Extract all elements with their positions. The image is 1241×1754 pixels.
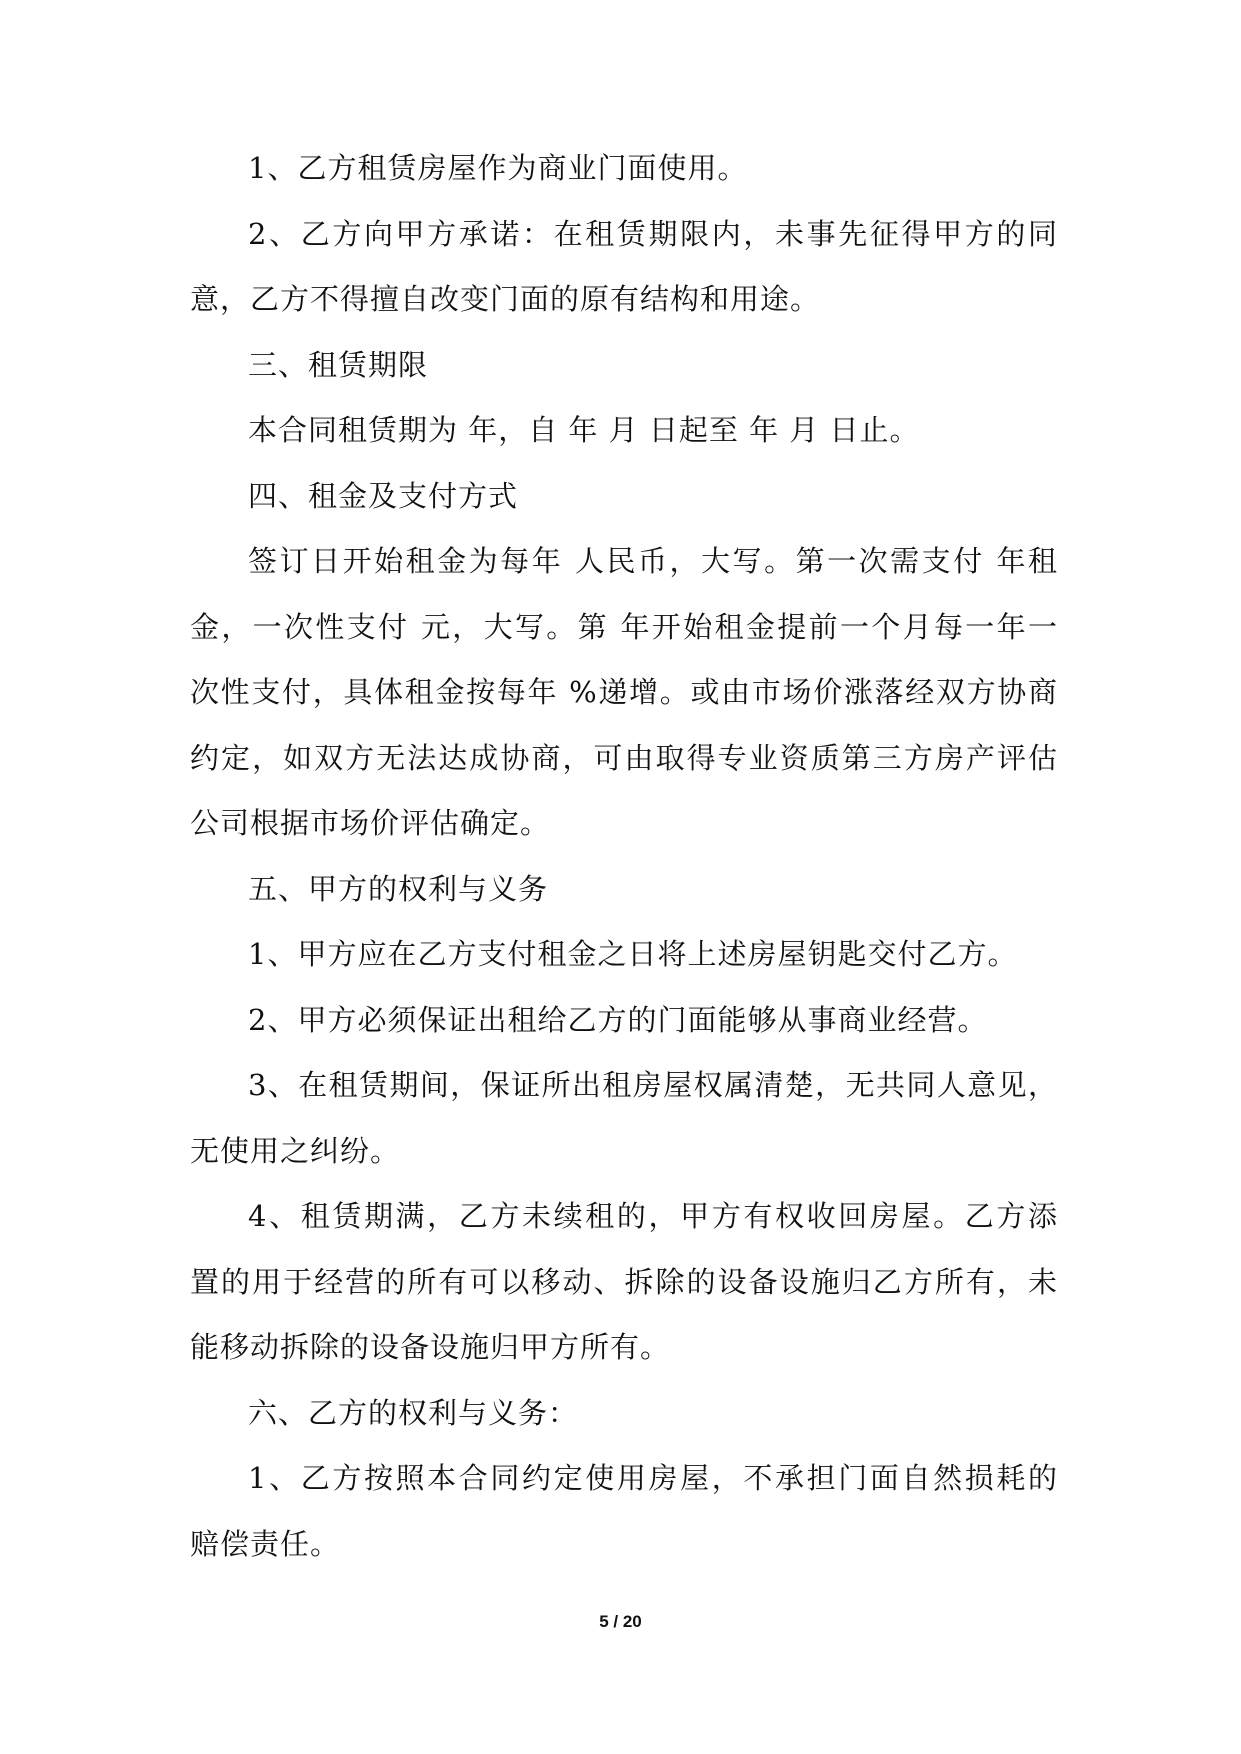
- paragraph-line: 2、甲方必须保证出租给乙方的门面能够从事商业经营。: [248, 1002, 988, 1037]
- paragraph-line: 本合同租赁期为 年，自 年 月 日起至 年 月 日止。: [248, 413, 920, 447]
- paragraph-line: 1、甲方应在乙方支付租金之日将上述房屋钥匙交付乙方。: [248, 937, 1018, 971]
- paragraph-line: 金，一次性支付 元，大写。第 年开始租金提前一个月每一年一: [190, 610, 1058, 644]
- paragraph-line: 1、乙方租赁房屋作为商业门面使用。: [248, 151, 748, 185]
- paragraph-line: 次性支付，具体租金按每年 %递增。或由市场价涨落经双方协商: [190, 676, 1058, 709]
- paragraph-line: 置的用于经营的所有可以移动、拆除的设备设施归乙方所有，未: [190, 1265, 1058, 1299]
- paragraph-line: 公司根据市场价评估确定。: [190, 806, 551, 840]
- paragraph-line: 签订日开始租金为每年 人民币，大写。第一次需支付 年租: [248, 545, 1058, 578]
- paragraph-line: 无使用之纠纷。: [190, 1133, 401, 1168]
- section-heading: 三、租赁期限: [248, 347, 429, 382]
- page-number: 5 / 20: [599, 1612, 642, 1631]
- section-heading: 四、租金及支付方式: [248, 478, 519, 513]
- paragraph-line: 3、在租赁期间，保证所出租房屋权属清楚，无共同人意见，: [248, 1069, 1058, 1102]
- section-heading: 六、乙方的权利与义务：: [248, 1395, 579, 1430]
- document-body: [190, 152, 1058, 1593]
- paragraph-line: 2、乙方向甲方承诺：在租赁期限内，未事先征得甲方的同: [248, 217, 1058, 251]
- section-heading: 五、甲方的权利与义务: [248, 871, 549, 906]
- paragraph-line: 1、乙方按照本合同约定使用房屋，不承担门面自然损耗的: [248, 1462, 1058, 1495]
- paragraph-line: 意，乙方不得擅自改变门面的原有结构和用途。: [190, 282, 821, 316]
- paragraph-line: 约定，如双方无法达成协商，可由取得专业资质第三方房产评估: [190, 741, 1058, 775]
- paragraph-line: 赔偿责任。: [190, 1526, 341, 1561]
- paragraph-line: 能移动拆除的设备设施归甲方所有。: [190, 1330, 671, 1364]
- paragraph-line: 4、租赁期满，乙方未续租的，甲方有权收回房屋。乙方添: [248, 1200, 1058, 1233]
